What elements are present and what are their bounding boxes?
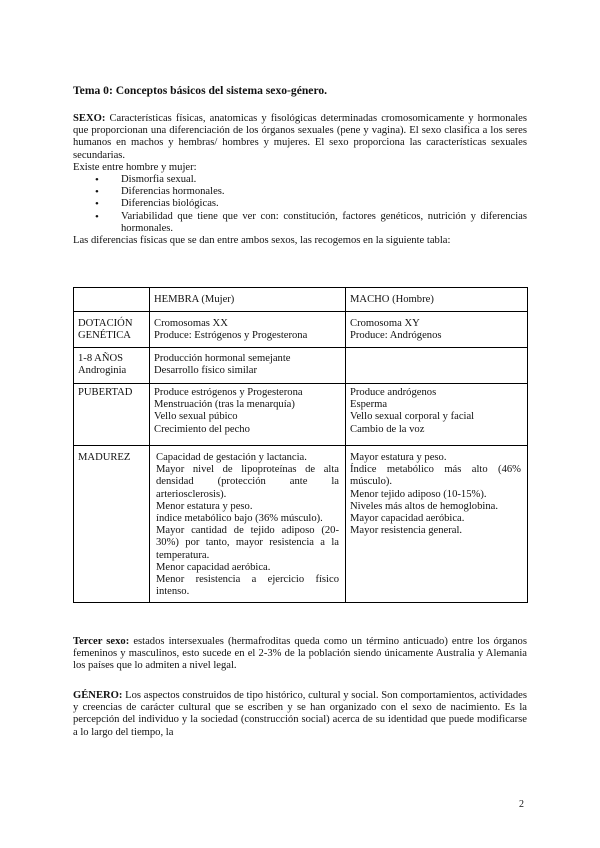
genero-section bbox=[73, 690, 527, 739]
cell-line: Mayor resistencia general. bbox=[350, 525, 463, 537]
cell-line: Menor tejido adiposo (10-15%). bbox=[350, 488, 487, 500]
row-label bbox=[74, 446, 150, 603]
cell-line: Produce andrógenos bbox=[350, 387, 437, 398]
sex-differences-table bbox=[73, 287, 528, 603]
cell-line: Androginia bbox=[78, 365, 127, 377]
sexo-text: Características físicas, anatomicas y fisológicas determinadas cromosomicamente y hormonales que proporcionan una diferenciación de los órganos sexuales (pene y vagina). El sexo clasifica a los seres humanos en machos y hembras/ hombres y mujeres. El sexo proporciona las características sexuales secundarias. bbox=[73, 113, 527, 161]
sexo-paragraph bbox=[73, 113, 527, 162]
cell-line: MADUREZ bbox=[78, 452, 131, 463]
cell-line: Crecimiento del pecho bbox=[154, 423, 250, 435]
hembra-cell bbox=[150, 446, 346, 603]
cell-line: Cromosomas XX bbox=[154, 318, 228, 329]
cell-line: Producción hormonal semejante bbox=[154, 353, 291, 364]
sexo-label: SEXO: bbox=[73, 113, 106, 124]
cell-line: Menor capacidad aeróbica. bbox=[156, 561, 271, 573]
cell-line: Mayor capacidad aeróbica. bbox=[350, 513, 465, 525]
tercer-sexo-label: Tercer sexo: bbox=[73, 636, 130, 647]
list-item: • Variabilidad que tiene que ver con: constitución, factores genéticos, nutrición y diferencias hormonales. bbox=[121, 211, 527, 235]
sexo-section bbox=[73, 113, 527, 247]
cell-line: GENÉTICA bbox=[78, 330, 131, 342]
table-header-row bbox=[74, 288, 528, 312]
cell-line: Menstruación (tras la menarquía) bbox=[154, 399, 295, 411]
page-number: 2 bbox=[519, 799, 524, 810]
cell-line: Vello sexual púbico bbox=[154, 411, 238, 423]
table-row bbox=[74, 384, 528, 446]
cell-line: Índice metabólico más alto (46% músculo). bbox=[350, 464, 521, 488]
table-intro: Las diferencias físicas que se dan entre ambos sexos, las recogemos en la siguiente tabla: bbox=[73, 235, 451, 247]
cell-line: Cromosoma XY bbox=[350, 318, 420, 329]
cell-line: índice metabólico bajo (36% músculo). bbox=[156, 513, 323, 525]
macho-cell bbox=[346, 446, 528, 603]
table-header-cell bbox=[74, 288, 150, 312]
list-item: • Dismorfia sexual. bbox=[121, 174, 527, 186]
hembra-cell bbox=[150, 312, 346, 348]
cell-line: Cambio de la voz bbox=[350, 423, 425, 435]
row-label bbox=[74, 312, 150, 348]
hembra-cell bbox=[150, 348, 346, 384]
hembra-cell bbox=[150, 384, 346, 446]
table-header-cell: MACHO (Hombre) bbox=[346, 288, 528, 312]
cell-line: PUBERTAD bbox=[78, 387, 133, 398]
table-row bbox=[74, 312, 528, 348]
sexo-intro: Existe entre hombre y mujer: bbox=[73, 161, 197, 173]
list-item: • Diferencias biológicas. bbox=[121, 198, 527, 210]
cell-line: Produce: Andrógenos bbox=[350, 330, 442, 342]
table-row bbox=[74, 348, 528, 384]
table-header-cell: HEMBRA (Mujer) bbox=[150, 288, 346, 312]
row-label bbox=[74, 348, 150, 384]
list-item: • Diferencias hormonales. bbox=[121, 186, 527, 198]
cell-line: Niveles más altos de hemoglobina. bbox=[350, 500, 498, 512]
genero-paragraph bbox=[73, 690, 527, 739]
cell-line: Vello sexual corporal y facial bbox=[350, 411, 475, 423]
genero-label: GÉNERO: bbox=[73, 690, 123, 701]
genero-text: Los aspectos construidos de tipo histórico, cultural y social. Son comportamientos, actividades y creencias de carácter cultural que se escriben y se han organizado con el sexo de nacimiento. Es la percepción del individuo y la sociedad (construcción social) acerca de su identidad que puede modificarse a lo largo del tiempo, la bbox=[73, 690, 527, 738]
row-label bbox=[74, 384, 150, 446]
cell-line: Mayor nivel de lipoproteínas de alta densidad (protección ante la arteriosclerosis). bbox=[156, 464, 339, 500]
differences-list bbox=[73, 174, 527, 235]
page-title: Tema 0: Conceptos básicos del sistema sexo-género. bbox=[73, 84, 328, 97]
cell-line: Produce: Estrógenos y Progesterona bbox=[154, 330, 308, 342]
tercer-sexo-text: estados intersexuales (hermafroditas queda como un término anticuado) entre los órganos femeninos y masculinos, esto sucede en el 2-3% de la población siendo únicamente Australia y Alemania los países que lo admiten a nivel legal. bbox=[73, 636, 527, 672]
tercer-sexo-paragraph bbox=[73, 636, 527, 673]
cell-line: Desarrollo físico similar bbox=[154, 365, 257, 377]
cell-line: DOTACIÓN bbox=[78, 318, 133, 329]
macho-cell bbox=[346, 312, 528, 348]
cell-line: Mayor estatura y peso. bbox=[350, 452, 447, 463]
cell-line: Mayor cantidad de tejido adiposo (20-30%) por tanto, mayor resistencia a la temperatura. bbox=[156, 525, 339, 561]
cell-line: Esperma bbox=[350, 399, 388, 411]
cell-line: Capacidad de gestación y lactancia. bbox=[156, 452, 307, 463]
tercer-sexo-section bbox=[73, 636, 527, 673]
table-row bbox=[74, 446, 528, 603]
cell-line: 1-8 AÑOS bbox=[78, 353, 124, 364]
cell-line: Menor estatura y peso. bbox=[156, 500, 253, 512]
cell-line: Menor resistencia a ejercicio físico intenso. bbox=[156, 574, 339, 598]
macho-cell bbox=[346, 384, 528, 446]
cell-line: Produce estrógenos y Progesterona bbox=[154, 387, 303, 398]
macho-cell bbox=[346, 348, 528, 384]
